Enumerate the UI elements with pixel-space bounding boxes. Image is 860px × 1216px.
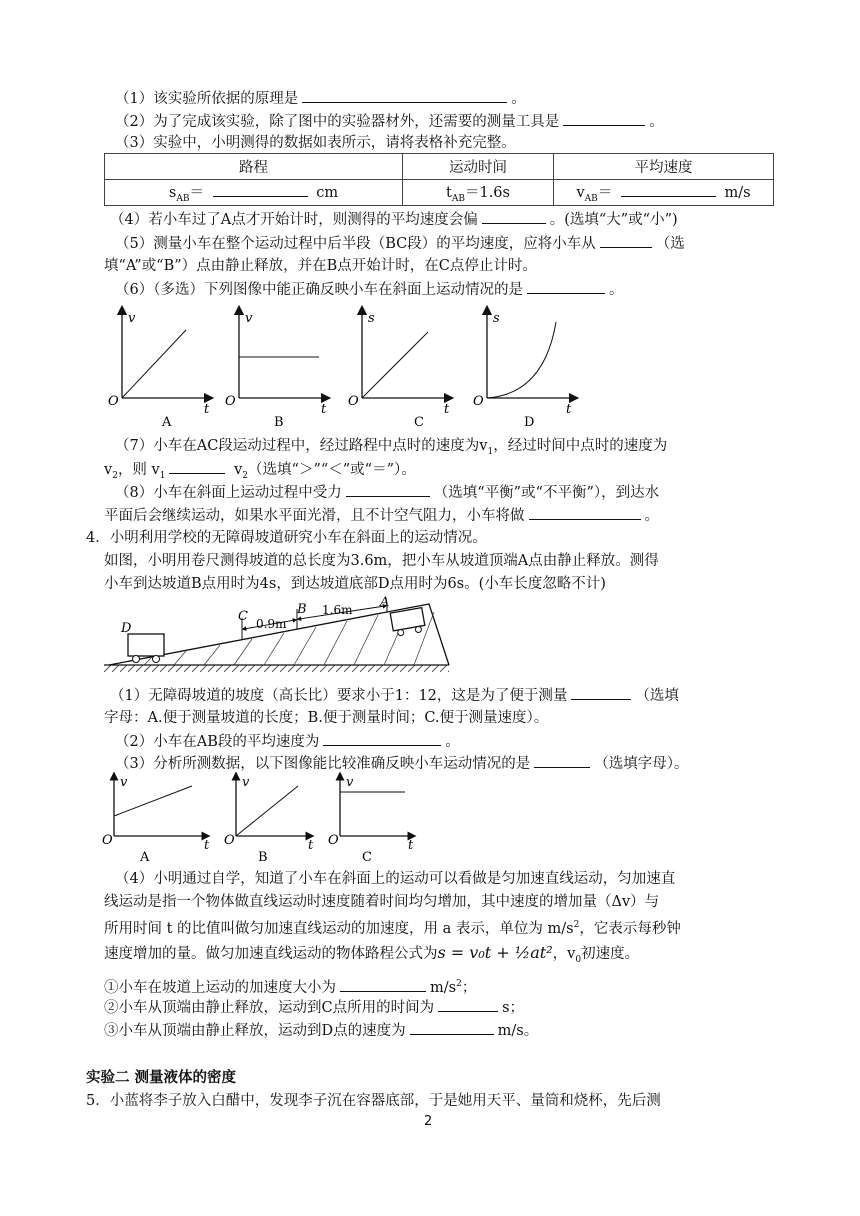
q3-item-2: （2）为了完成该实验，除了图中的实验器材外，还需要的测量工具是 。: [115, 111, 664, 132]
svg-text:t: t: [204, 402, 210, 417]
svg-text:A: A: [162, 415, 172, 430]
svg-text:B: B: [258, 850, 268, 864]
table-header-distance: 路程: [105, 154, 403, 180]
q4-intro-2: 小车到达坡道B点用时为4s，到达坡道底部D点用时为6s。(小车长度忽略不计): [104, 576, 606, 592]
experiment-2-heading: 实验二 测量液体的密度: [86, 1070, 237, 1086]
cart-a: [390, 608, 426, 637]
svg-text:A: A: [140, 850, 150, 864]
svg-text:t: t: [566, 402, 572, 417]
svg-text:B: B: [274, 415, 284, 430]
svg-text:v: v: [245, 311, 253, 326]
svg-text:C: C: [414, 415, 424, 430]
q4-c2: ②小车从顶端由静止释放，运动到C点所用的时间为 s；: [104, 997, 524, 1018]
cart-d: [120, 621, 164, 663]
q3-item-6: （6）（多选）下列图像中能正确反映小车在斜面上运动情况的是 。: [115, 279, 623, 300]
dist-ba: 1.6m: [322, 603, 353, 617]
q3-item-7a: （7）小车在AC段运动过程中，经过路程中点时的速度为$v_1$，经过时间中点时的速度为: [115, 438, 668, 457]
svg-text:O: O: [328, 833, 339, 848]
q4-graph-c: [328, 775, 414, 864]
q3-item-8a: （8）小车在斜面上运动过程中受力 （选填“平衡”或“不平衡”），到达水: [115, 482, 659, 503]
svg-text:O: O: [348, 394, 359, 409]
q4-graph-a: [102, 775, 210, 864]
svg-text:v: v: [128, 311, 136, 326]
q4-s1b: 字母：A.便于测量坡道的长度；B.便于测量时间；C.便于测量速度）。: [104, 710, 549, 726]
q4-graph-b: [224, 775, 314, 864]
q4-c3: ③小车从顶端由静止释放，运动到D点的速度为 m/s。: [104, 1020, 538, 1041]
table-cell-speed: $v_{AB}= m/s$: [554, 180, 774, 206]
svg-text:O: O: [473, 394, 484, 409]
svg-text:v: v: [346, 775, 354, 790]
q4-title: 4．小明利用学校的无障碍坡道研究小车在斜面上的运动情况。: [86, 530, 487, 546]
q3-item-4: （4）若小车过了A点才开始计时，则测得的平均速度会偏 。(选填“大”或“小”): [110, 209, 678, 230]
q3-item-1: （1）该实验所依据的原理是 。: [115, 88, 526, 109]
q4-s4c: 所用时间 t 的比值叫做匀加速直线运动的加速度，用 a 表示，单位为 $m/s^2$，它表示每秒钟: [104, 920, 681, 937]
q4-c1: ①小车在坡道上运动的加速度大小为 $m/s^2$；: [104, 974, 476, 998]
graph-d: [473, 310, 574, 430]
ramp-diagram: [104, 592, 484, 677]
label-c: C: [238, 609, 248, 624]
q3-item-3: （3）实验中，小明测得的数据如表所示，请将表格补充完整。: [115, 135, 516, 151]
svg-text:s: s: [368, 311, 375, 326]
q4-s4a: （4）小明通过自学，知道了小车在斜面上的运动可以看做是匀加速直线运动，匀加速直: [115, 871, 676, 887]
q3-item-5a: （5）测量小车在整个运动过程中后半段（BC段）的平均速度，应将小车从 （选: [115, 233, 685, 254]
svg-text:D: D: [121, 621, 132, 636]
q4-s4b: 线运动是指一个物体做直线运动时速度随着时间均匀增加，其中速度的增加量（Δv）与: [104, 894, 660, 910]
svg-text:t: t: [444, 402, 450, 417]
svg-text:O: O: [225, 394, 236, 409]
q4-s3: （3）分析所测数据，以下图像能比较准确反映小车运动情况的是 （选填字母）。: [115, 753, 688, 774]
svg-text:t: t: [321, 402, 327, 417]
q3-item-5b: 填“A”或“B”）点由静止释放，并在B点开始计时，在C点停止计时。: [104, 258, 537, 274]
q4-s2: （2）小车在AB段的平均速度为 。: [115, 731, 460, 752]
q6-graphs: [104, 302, 584, 432]
graph-c: [348, 310, 450, 430]
label-a: A: [380, 595, 390, 610]
svg-text:t: t: [204, 838, 210, 853]
svg-text:D: D: [524, 415, 535, 430]
table-header-time: 运动时间: [403, 154, 554, 180]
svg-text:O: O: [102, 833, 113, 848]
svg-text:t: t: [308, 838, 314, 853]
q5-text: 5．小蓝将李子放入白醋中，发现李子沉在容器底部，于是她用天平、量筒和烧杯，先后测: [86, 1093, 661, 1109]
label-b: B: [297, 602, 307, 617]
svg-text:s: s: [493, 311, 500, 326]
dist-cb: 0.9m: [256, 617, 287, 631]
svg-text:O: O: [224, 833, 235, 848]
graph-a: [108, 310, 210, 430]
data-table: [104, 153, 774, 206]
q3-item-7b: $v_2$，则 $v_1$ $v_2$（选填“＞”“＜”或“＝”）。: [104, 459, 416, 486]
q4-intro-1: 如图，小明用卷尺测得坡道的总长度为3.6m，把小车从坡道顶端A点由静止释放。测得: [104, 553, 659, 569]
formula: s = v₀t + ½at²: [437, 943, 553, 962]
svg-text:O: O: [108, 394, 119, 409]
table-cell-distance: $s_{AB}=$ cm: [105, 180, 403, 206]
q4-s4d: 速度增加的量。做匀加速直线运动的物体路程公式为s = v₀t + ½at²，$v_0$初速度。: [104, 943, 640, 965]
page-number: 2: [424, 1114, 433, 1129]
svg-text:C: C: [362, 850, 372, 864]
q4-graphs: [100, 772, 420, 864]
table-header-speed: 平均速度: [554, 154, 774, 180]
q4-s1a: （1）无障碍坡道的坡度（高长比）要求小于1：12，这是为了便于测量 （选填: [110, 685, 679, 706]
svg-text:v: v: [242, 775, 250, 790]
table-cell-time: $t_{AB}=1.6s$: [403, 180, 554, 206]
svg-text:t: t: [408, 838, 414, 853]
graph-b: [225, 310, 327, 430]
q3-item-8b: 平面后会继续运动，如果水平面光滑，且不计空气阻力，小车将做 。: [104, 505, 659, 526]
svg-text:v: v: [120, 775, 128, 790]
